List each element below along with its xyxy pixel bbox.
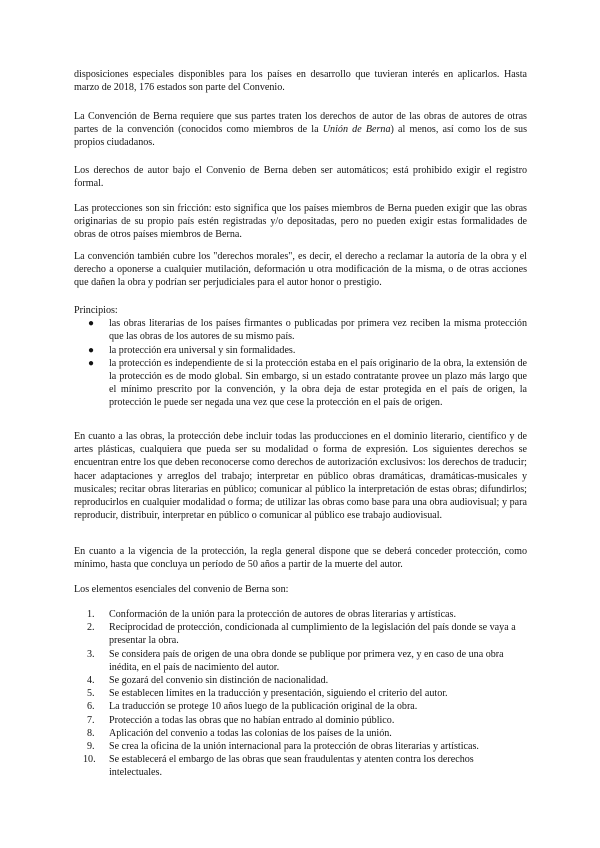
bullet-icon: ● xyxy=(88,318,95,330)
bullet-icon: ● xyxy=(88,344,95,356)
paragraph-elementos-intro xyxy=(74,583,527,596)
paragraph-text: Los elementos esenciales del convenio de Berna son: xyxy=(74,584,289,595)
paragraph-text: La convención también cubre los "derechos morales", es decir, el derecho a reclamar la autoría de la obra y el derecho a oponerse a cualquier mutilación, deformación u otra modificación de la misma, o de otras acciones que dañen la obra y podrían ser perjudiciales para el autor honor o prestigio. xyxy=(74,251,527,289)
list-number: 2. xyxy=(87,622,95,634)
principios-list xyxy=(74,317,527,409)
paragraph-text xyxy=(74,110,527,150)
list-number: 3. xyxy=(87,648,95,660)
paragraph-obras xyxy=(74,430,527,522)
paragraph-vigencia xyxy=(74,545,527,571)
text-run: ) al menos, así como los de sus propios ciudadanos. xyxy=(74,124,527,149)
list-item-text: Se crea la oficina de la unión internacional para la protección de obras literarias y artísticas. xyxy=(109,741,479,753)
list-item xyxy=(74,727,527,740)
text-run: La Convención de Berna requiere que sus partes traten los derechos de autor de las obras de autores de otras partes de la convención (conocidos como miembros de la xyxy=(74,111,527,136)
paragraph-text: Los derechos de autor bajo el Convenio de Berna deben ser automáticos; está prohibido exigir el registro formal. xyxy=(74,165,527,190)
list-item-text: Reciprocidad de protección, condicionada al cumplimiento de la legislación del país donde se vaya a presentar la obra. xyxy=(109,622,516,647)
list-number: 8. xyxy=(87,727,95,739)
list-number: 10. xyxy=(83,754,96,766)
paragraph-automaticos xyxy=(74,164,527,190)
bullet-icon: ● xyxy=(88,357,95,369)
list-number: 6. xyxy=(87,701,95,713)
list-item xyxy=(74,344,527,357)
list-item-text: Se establecen límites en la traducción y presentación, siguiendo el criterio del autor. xyxy=(109,688,448,700)
paragraph-sin-friccion xyxy=(74,202,527,242)
list-item xyxy=(74,687,527,700)
list-item-text: la protección es independiente de si la protección estaba en el país originario de la obra, la extensión de la protección es de modo global. Sin embargo, si un estado contratante provee un plazo más largo que el mínimo prescrito por la convención, y la obra deja de estar protegida en el país de origen, la protección le puede ser negada una vez que cese la protección en el país de origen. xyxy=(109,357,527,409)
list-item-text: Se gozará del convenio sin distinción de nacionalidad. xyxy=(109,675,329,687)
list-item xyxy=(74,357,527,410)
principios-heading: Principios: xyxy=(74,305,118,316)
list-item xyxy=(74,700,527,713)
section-principios xyxy=(74,304,527,410)
list-number: 1. xyxy=(87,609,95,620)
paragraph-text: En cuanto a la vigencia de la protección, la regla general dispone que se deberá conceder protección, como mínimo, hasta que concluya un período de 50 años a partir de la muerte del autor. xyxy=(74,546,527,571)
list-number: 5. xyxy=(87,688,95,700)
paragraph-text: disposiciones especiales disponibles para los países en desarrollo que tuvieran interés en aplicarlos. Hasta marzo de 2018, 176 estados son parte del Convenio. xyxy=(74,69,527,94)
list-item-text: La traducción se protege 10 años luego de la publicación original de la obra. xyxy=(109,701,418,713)
list-item xyxy=(74,621,527,647)
list-item-text: la protección era universal y sin formalidades. xyxy=(109,344,296,356)
list-item xyxy=(74,674,527,687)
section-elementos xyxy=(74,608,527,780)
list-item xyxy=(74,714,527,727)
elementos-list xyxy=(74,608,527,780)
list-item-text: las obras literarias de los países firmantes o publicadas por primera vez reciben la misma protección que las obras de los autores de su mismo país. xyxy=(109,318,527,343)
list-item-text: Protección a todas las obras que no habían entrado al dominio público. xyxy=(109,714,395,726)
list-number: 4. xyxy=(87,675,95,687)
list-number: 9. xyxy=(87,741,95,753)
list-item-text: Conformación de la unión para la protección de autores de obras literarias y artísticas. xyxy=(109,609,456,620)
paragraph-union-berna xyxy=(74,110,527,150)
italic-term-union-berna: Unión de Berna xyxy=(322,124,391,136)
list-item xyxy=(74,740,527,753)
list-item-text: Se considera país de origen de una obra donde se publique por primera vez, y en caso de una obra inédita, en el país de nacimiento del autor. xyxy=(109,648,504,673)
list-number: 7. xyxy=(87,714,95,726)
list-item xyxy=(74,608,527,621)
paragraph-text: En cuanto a las obras, la protección debe incluir todas las producciones en el dominio literario, científico y de artes plásticas, cualquiera que pueda ser su modalidad o forma de expresión. Los siguientes derechos se encuentran entre los que deben reconocerse como derechos de autorización exclusivos: los derechos de traducir; hacer adaptaciones y arreglos del trabajo; interpretar en público obras dramáticas, dramáticas-musicales y musicales; recitar obras literarias en público; comunicar al público la interpretación de estas obras; difundirlos; reproducirlos en cualquier modalidad o forma; de utilizar las obras como base para una obra audiovisual; y para reproducir, distribuir, interpretar en público o comunicar al público ese trabajo audiovisual. xyxy=(74,431,527,522)
list-item-text: Se establecerá el embargo de las obras que sean fraudulentas y atenten contra los derechos intelectuales. xyxy=(109,754,474,779)
list-item xyxy=(74,317,527,343)
list-item xyxy=(74,753,527,779)
list-item-text: Aplicación del convenio a todas las colonias de los países de la unión. xyxy=(109,727,392,739)
paragraph-text: Las protecciones son sin fricción: esto significa que los países miembros de Berna pueden exigir que las obras originarias de su propio país estén registradas y/o depositadas, pero no pueden exigir estas formalidades de obras de otros países miembros de Berna. xyxy=(74,203,527,241)
paragraph-desarrollo xyxy=(74,68,527,94)
list-item xyxy=(74,648,527,674)
paragraph-derechos-morales xyxy=(74,250,527,290)
